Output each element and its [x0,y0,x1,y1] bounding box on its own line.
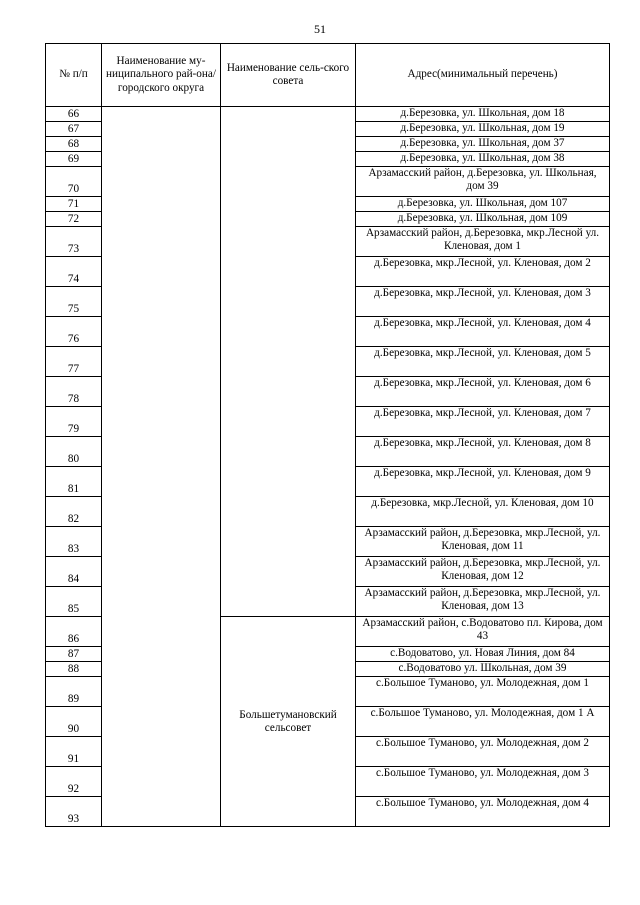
row-number: 89 [46,677,102,707]
row-number: 84 [46,557,102,587]
address-cell: д.Березовка, ул. Школьная, дом 107 [356,197,610,212]
row-number: 90 [46,707,102,737]
address-cell: Арзамасский район, д.Березовка, мкр.Лесной, ул. Кленовая, дом 12 [356,557,610,587]
row-number: 79 [46,407,102,437]
address-cell: д.Березовка, мкр.Лесной, ул. Кленовая, дом 9 [356,467,610,497]
address-cell: с.Водоватово ул. Школьная, дом 39 [356,662,610,677]
header-council: Наименование сель-ского совета [221,44,356,107]
address-cell: д.Березовка, ул. Школьная, дом 18 [356,107,610,122]
row-number: 88 [46,662,102,677]
address-cell: д.Березовка, мкр.Лесной, ул. Кленовая, дом 4 [356,317,610,347]
row-number: 76 [46,317,102,347]
row-number: 77 [46,347,102,377]
row-number: 68 [46,137,102,152]
table-row [46,107,610,122]
row-number: 80 [46,437,102,467]
address-cell: д.Березовка, ул. Школьная, дом 109 [356,212,610,227]
address-cell: д.Березовка, мкр.Лесной, ул. Кленовая, дом 3 [356,287,610,317]
address-cell: д.Березовка, мкр.Лесной, ул. Кленовая, дом 7 [356,407,610,437]
row-number: 93 [46,797,102,827]
page-number: 51 [314,22,326,36]
address-cell: д.Березовка, мкр.Лесной, ул. Кленовая, дом 5 [356,347,610,377]
council-cell-1 [221,107,356,617]
address-cell: с.Большое Туманово, ул. Молодежная, дом 1 [356,677,610,707]
address-cell: Арзамасский район, с.Водоватово пл. Кирова, дом 43 [356,617,610,647]
address-cell: с.Большое Туманово, ул. Молодежная, дом 4 [356,797,610,827]
address-cell: с.Большое Туманово, ул. Молодежная, дом 3 [356,767,610,797]
row-number: 67 [46,122,102,137]
address-cell: д.Березовка, мкр.Лесной, ул. Кленовая, дом 10 [356,497,610,527]
row-number: 83 [46,527,102,557]
row-number: 70 [46,167,102,197]
address-cell: д.Березовка, мкр.Лесной, ул. Кленовая, дом 8 [356,437,610,467]
council-cell-2: Большетумановский сельсовет [221,617,356,827]
address-cell: с.Большое Туманово, ул. Молодежная, дом 2 [356,737,610,767]
table-header-row [46,44,610,107]
address-cell: Арзамасский район, д.Березовка, мкр.Лесной, ул. Кленовая, дом 13 [356,587,610,617]
row-number: 86 [46,617,102,647]
row-number: 91 [46,737,102,767]
row-number: 87 [46,647,102,662]
row-number: 72 [46,212,102,227]
district-cell [102,107,221,827]
address-table [45,43,610,827]
row-number: 82 [46,497,102,527]
address-cell: Арзамасский район, д.Березовка, мкр.Лесной ул. Кленовая, дом 1 [356,227,610,257]
row-number: 69 [46,152,102,167]
row-number: 73 [46,227,102,257]
address-cell: д.Березовка, ул. Школьная, дом 38 [356,152,610,167]
table-body [46,107,610,827]
address-cell: с.Водоватово, ул. Новая Линия, дом 84 [356,647,610,662]
address-cell: Арзамасский район, д.Березовка, ул. Школьная, дом 39 [356,167,610,197]
row-number: 85 [46,587,102,617]
address-cell: д.Березовка, ул. Школьная, дом 19 [356,122,610,137]
address-cell: с.Большое Туманово, ул. Молодежная, дом 1 А [356,707,610,737]
row-number: 78 [46,377,102,407]
address-cell: д.Березовка, ул. Школьная, дом 37 [356,137,610,152]
header-address: Адрес(минимальный перечень) [356,44,610,107]
header-district: Наименование му-ниципального рай-она/ городского округа [102,44,221,107]
row-number: 92 [46,767,102,797]
row-number: 66 [46,107,102,122]
row-number: 74 [46,257,102,287]
header-num: № п/п [46,44,102,107]
row-number: 71 [46,197,102,212]
row-number: 81 [46,467,102,497]
address-cell: д.Березовка, мкр.Лесной, ул. Кленовая, дом 6 [356,377,610,407]
address-cell: Арзамасский район, д.Березовка, мкр.Лесной, ул. Кленовая, дом 11 [356,527,610,557]
address-cell: д.Березовка, мкр.Лесной, ул. Кленовая, дом 2 [356,257,610,287]
row-number: 75 [46,287,102,317]
